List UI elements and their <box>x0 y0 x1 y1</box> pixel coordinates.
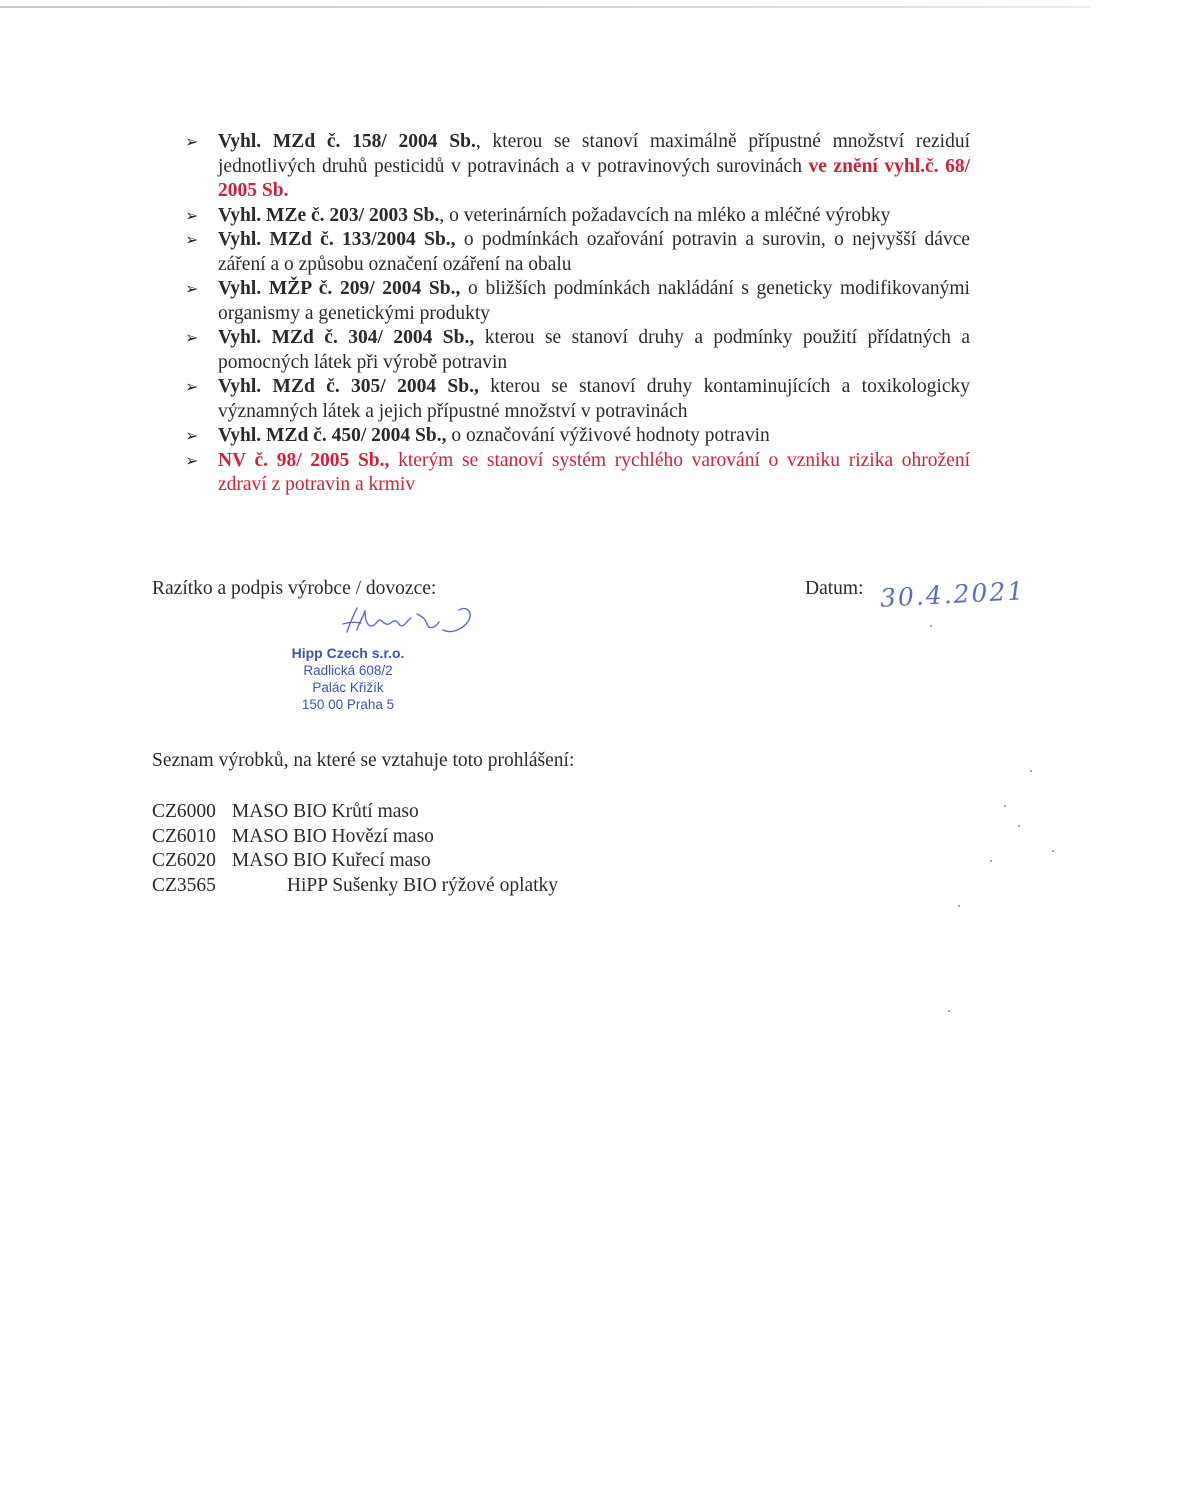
regulation-ref: Vyhl. MZd č. 158/ 2004 Sb. <box>218 131 476 152</box>
regulation-ref: Vyhl. MZe č. 203/ 2003 Sb. <box>218 204 440 226</box>
regulation-ref: Vyhl. MZd č. 304/ 2004 Sb., <box>218 327 475 348</box>
company-stamp <box>283 645 413 713</box>
arrow-bullet-icon: ➢ <box>185 328 199 347</box>
arrow-bullet-icon: ➢ <box>185 377 199 396</box>
regulation-item <box>185 204 970 229</box>
product-name: MASO BIO Hovězí maso <box>231 825 434 847</box>
handwritten-date: 30.4.2021 <box>879 576 1026 613</box>
products-heading: Seznam výrobků, na které se vztahuje toto prohlášení: <box>152 750 575 771</box>
signature-icon <box>335 600 485 645</box>
scan-speck <box>990 860 992 862</box>
stamp-signature-label: Razítko a podpis výrobce / dovozce: <box>152 578 437 599</box>
scan-speck <box>1004 805 1006 807</box>
stamp-address-street: Radlická 608/2 <box>303 663 393 678</box>
regulation-text: kterou se stanoví druhy a podmínky použití přídatných a pomocných látek při výrobě potravin <box>218 327 971 373</box>
product-name: MASO BIO Krůtí maso <box>231 801 419 822</box>
product-code: CZ3565 <box>152 874 216 896</box>
regulation-text: o označování výživové hodnoty potravin <box>446 425 770 446</box>
regulation-ref: Vyhl. MZd č. 305/ 2004 Sb., <box>218 376 479 397</box>
stamp-address-building: Palác Křižík <box>312 680 384 695</box>
product-item <box>152 800 558 825</box>
regulation-ref: NV č. 98/ 2005 Sb., <box>218 449 390 471</box>
scan-speck <box>1052 850 1054 852</box>
product-code: CZ6010 <box>152 825 216 847</box>
stamp-company-name: Hipp Czech s.r.o. <box>291 645 405 661</box>
regulation-ref: Vyhl. MZd č. 450/ 2004 Sb., <box>218 425 447 446</box>
regulation-item <box>185 375 970 424</box>
scan-speck <box>948 1010 950 1012</box>
product-code: CZ6020 <box>152 850 216 871</box>
product-code: CZ6000 <box>152 801 216 822</box>
scan-speck <box>1030 770 1032 772</box>
arrow-bullet-icon: ➢ <box>185 450 199 470</box>
product-name: MASO BIO Kuřecí maso <box>231 850 431 871</box>
date-label: Datum: <box>805 578 864 599</box>
scan-speck <box>958 905 960 907</box>
regulation-item <box>185 424 970 449</box>
regulation-item <box>185 326 970 375</box>
product-list <box>152 800 558 898</box>
regulation-text: kterým se stanoví systém rychlého varování o vzniku rizika ohrožení zdraví z potravin a krmiv <box>218 449 970 495</box>
product-item <box>152 874 558 899</box>
scan-edge-line <box>0 6 1090 8</box>
regulation-item <box>185 277 970 326</box>
regulation-text: , o veterinárních požadavcích na mléko a mléčné výrobky <box>439 204 891 226</box>
regulation-item <box>185 130 970 204</box>
arrow-bullet-icon: ➢ <box>185 279 199 298</box>
regulation-text: o podmínkách ozařování potravin a surovin, o nejvyšší dávce záření a o způsobu označení ozáření na obalu <box>218 229 971 275</box>
regulation-item-highlighted <box>185 449 970 498</box>
arrow-bullet-icon: ➢ <box>185 230 199 249</box>
regulation-text: kterou se stanoví druhy kontaminujících a toxikologicky významných látek a jejich přípustné množství v potravinách <box>218 376 971 422</box>
regulation-ref: Vyhl. MŽP č. 209/ 2004 Sb., <box>218 278 461 299</box>
arrow-bullet-icon: ➢ <box>185 205 199 225</box>
product-item <box>152 849 558 874</box>
regulation-text: , kterou se stanoví maximálně přípustné množství reziduí jednotlivých druhů pesticidů v potravinách a v potravinových surovinách <box>218 131 971 177</box>
product-item <box>152 825 558 850</box>
regulation-item <box>185 228 970 277</box>
regulation-text: o bližších podmínkách nakládání s geneticky modifikovanými organismy a genetickými produkty <box>218 278 970 324</box>
arrow-bullet-icon: ➢ <box>185 132 199 151</box>
regulation-amendment: ve znění vyhl.č. 68/ 2005 Sb. <box>218 155 970 201</box>
scan-speck <box>1018 825 1020 827</box>
stamp-address-city: 150 00 Praha 5 <box>301 697 395 712</box>
regulation-list <box>185 130 970 498</box>
regulation-ref: Vyhl. MZd č. 133/2004 Sb., <box>218 229 456 250</box>
product-name: HiPP Sušenky BIO rýžové oplatky <box>286 874 559 896</box>
scan-speck <box>930 625 932 627</box>
arrow-bullet-icon: ➢ <box>185 426 199 445</box>
